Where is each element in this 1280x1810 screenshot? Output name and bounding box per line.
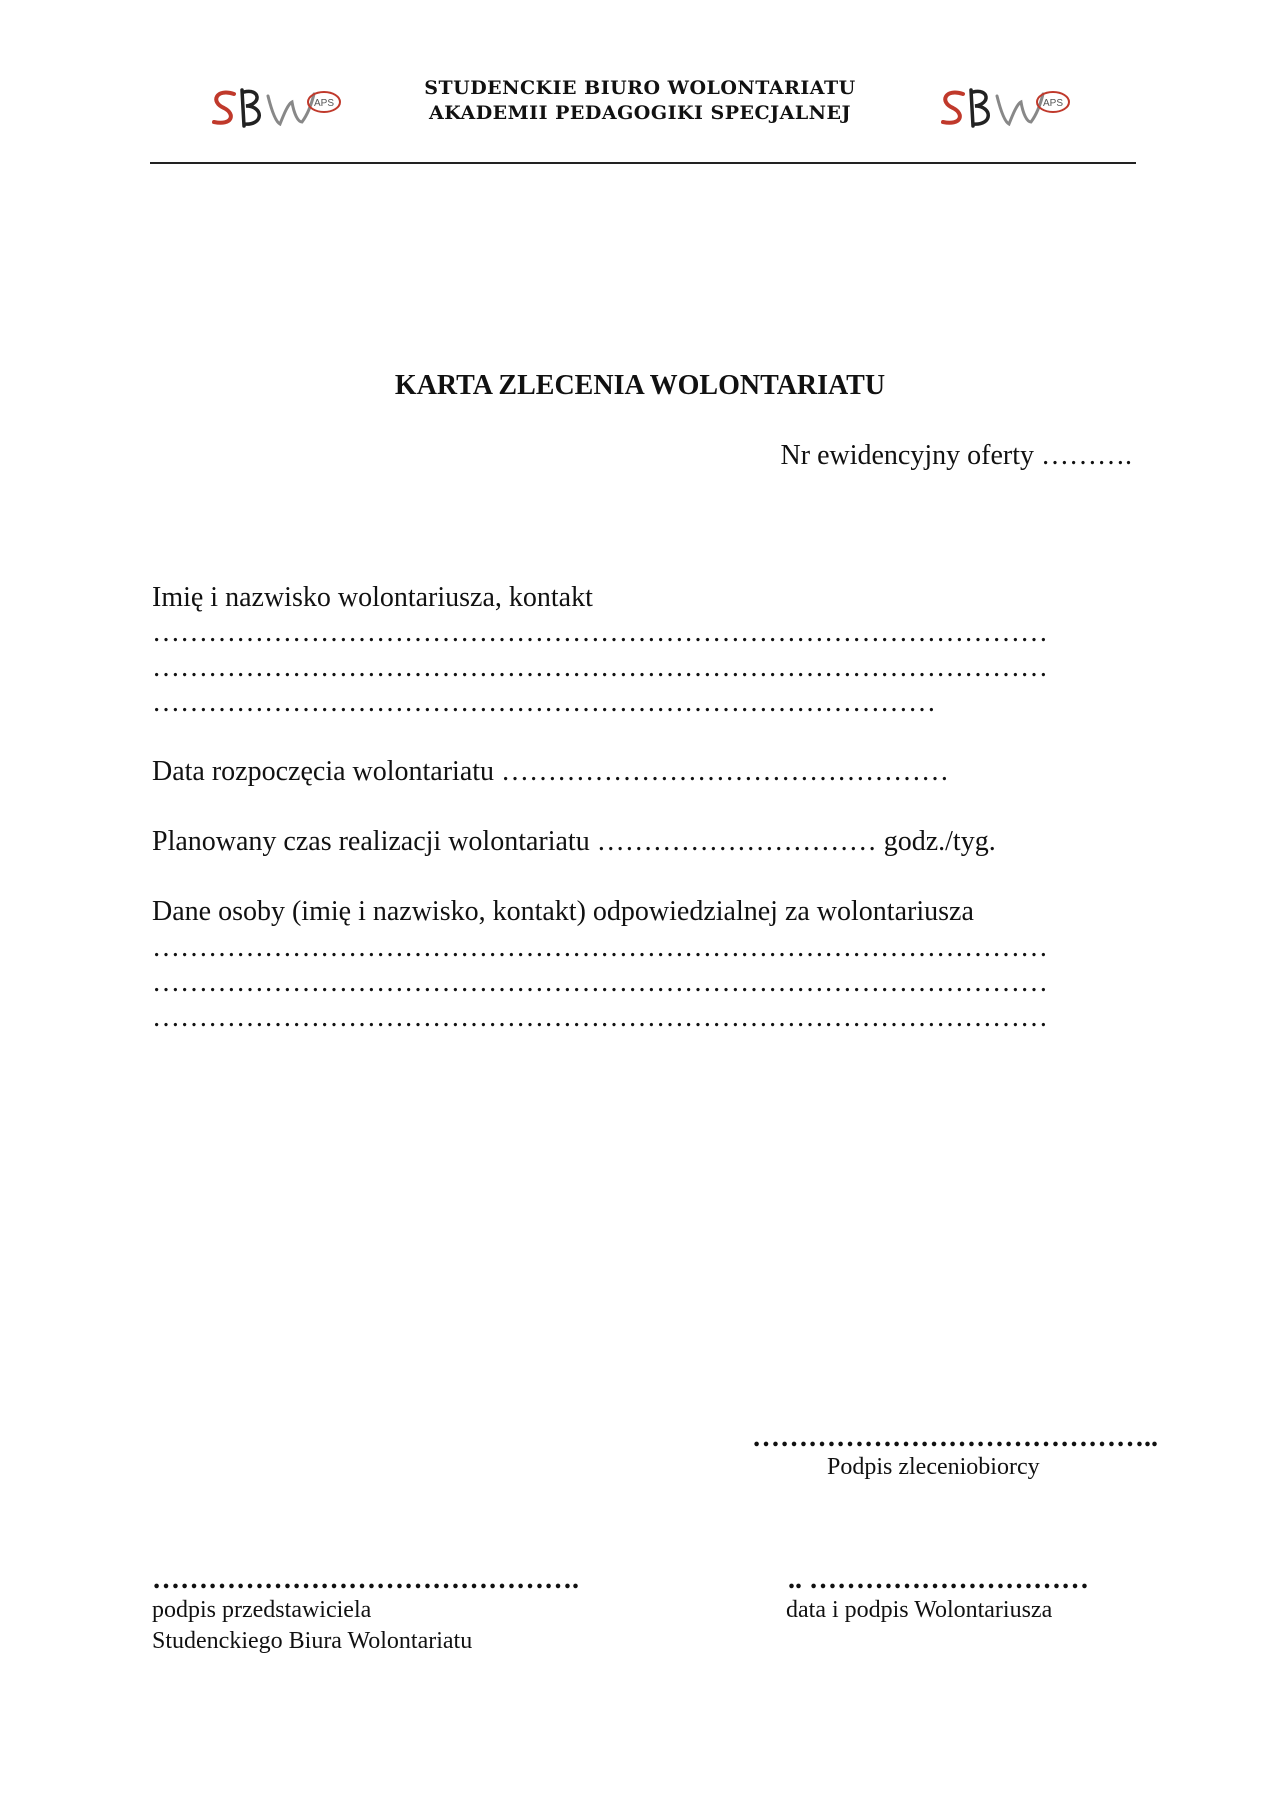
start-date-field[interactable]: ………………………………………… — [501, 756, 950, 787]
header-institution — [330, 76, 950, 126]
document-title: KARTA ZLECENIA WOLONTARIATU — [394, 370, 886, 401]
planned-time-row — [152, 826, 996, 858]
contractor-signature-caption: Podpis zleceniobiorcy — [827, 1454, 1040, 1480]
volunteer-signature-field[interactable]: .. ………………………… — [788, 1564, 1089, 1595]
sbw-logo-right — [935, 78, 1075, 138]
start-date-label: Data rozpoczęcia wolontariatu — [152, 756, 495, 787]
volunteer-name-line-2[interactable]: …………………………………………………………………………………… — [152, 652, 1048, 683]
header-line-2: AKADEMII PEDAGOGIKI SPECJALNEJ — [428, 102, 852, 124]
responsible-person-line-1[interactable]: …………………………………………………………………………………… — [152, 932, 1048, 963]
responsible-person-line-2[interactable]: …………………………………………………………………………………… — [152, 967, 1048, 998]
contractor-signature-field[interactable]: …………………………………….. — [752, 1422, 1158, 1453]
volunteer-name-line-1[interactable]: …………………………………………………………………………………… — [152, 617, 1048, 648]
offer-number-field[interactable]: Nr ewidencyjny oferty ………. — [780, 440, 1132, 471]
svg-text:APS: APS — [1042, 98, 1064, 109]
sbw-representative-caption-line-1: podpis przedstawiciela — [152, 1597, 372, 1623]
volunteer-name-line-3[interactable]: ………………………………………………………………………… — [152, 687, 936, 718]
planned-time-label: Planowany czas realizacji wolontariatu — [152, 826, 590, 857]
svg-text:APS: APS — [313, 98, 335, 109]
header-divider — [150, 162, 1136, 164]
sbw-representative-signature-field[interactable]: ………………………………………. — [152, 1564, 579, 1595]
volunteer-name-label: Imię i nazwisko wolontariusza, kontakt — [152, 582, 593, 613]
header-line-1: STUDENCKIE BIURO WOLONTARIATU — [424, 77, 856, 99]
responsible-person-line-3[interactable]: …………………………………………………………………………………… — [152, 1002, 1048, 1033]
planned-time-unit: godz./tyg. — [883, 826, 996, 857]
sbw-representative-caption-line-2: Studenckiego Biura Wolontariatu — [152, 1628, 473, 1654]
planned-time-field[interactable]: ………………………… — [596, 826, 877, 857]
start-date-row — [152, 756, 949, 788]
sbw-logo-left — [206, 78, 346, 138]
volunteer-signature-caption: data i podpis Wolontariusza — [786, 1597, 1053, 1623]
responsible-person-label: Dane osoby (imię i nazwisko, kontakt) odpowiedzialnej za wolontariusza — [152, 896, 974, 927]
